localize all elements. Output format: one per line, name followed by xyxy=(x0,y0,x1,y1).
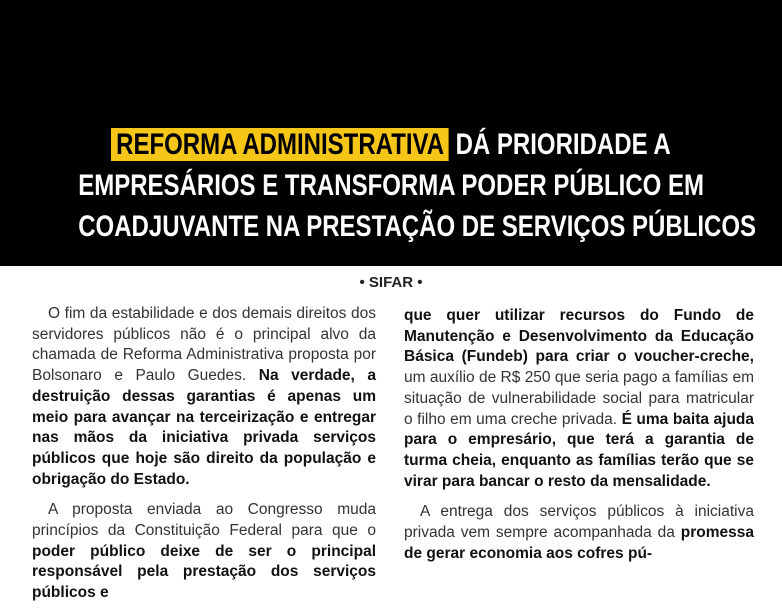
headline xyxy=(78,124,757,247)
headline-line-2: EMPRESÁRIOS E TRANSFORMA PODER PÚBLICO EM xyxy=(78,169,705,202)
paragraph-bold-text: Na verdade, a destruição dessas garantias é apenas um meio para avançar na terceirização e entregar nas mãos da iniciativa privada serviços públicos que hoje são direito da população e obrigação do Estado. xyxy=(32,367,377,488)
article-column-right xyxy=(404,306,754,574)
paragraph xyxy=(32,500,376,604)
paragraph xyxy=(404,502,754,564)
paragraph-text: O fim da estabilidade e dos demais direitos dos servidores públicos não é o principal alvo da chamada de Reforma Administrativa proposta por Bolsonaro e Paulo Guedes. xyxy=(32,305,376,385)
paragraph-bold-text: que quer utilizar recursos do Fundo de Manutenção e Desenvolvimento da Educação Básica (Fundeb) para criar o voucher-creche, xyxy=(404,307,754,366)
headline-line-1-rest: DÁ PRIORIDADE A xyxy=(455,128,671,161)
paragraph-text: A proposta enviada ao Congresso muda princípios da Constituição Federal para que o xyxy=(32,501,376,540)
paragraph-bold-text: É uma baita ajuda para o empresário, que terá a garantia de turma cheia, enquanto as famílias terão que se virar para bancar o resto da mensalidade. xyxy=(404,410,755,490)
paragraph xyxy=(404,306,754,492)
byline: • SIFAR • xyxy=(359,274,423,291)
paragraph-text: A entrega dos serviços públicos à iniciativa privada vem sempre acompanhada da xyxy=(404,503,754,542)
paragraph xyxy=(32,304,376,490)
article-column-left xyxy=(32,304,376,614)
headline-line-1 xyxy=(78,124,704,165)
paragraph-bold-text: promessa de gerar economia aos cofres pú- xyxy=(404,524,755,562)
headline-highlight: REFORMA ADMINISTRATIVA xyxy=(111,128,449,161)
paragraph-text: um auxílio de R$ 250 que seria pago a famílias em situação de vulnerabilidade social para matricular o filho em uma creche privada. xyxy=(404,369,754,428)
headline-line-3: COADJUVANTE NA PRESTAÇÃO DE SERVIÇOS PÚBLICOS xyxy=(78,210,757,243)
paragraph-bold-text: poder público deixe de ser o principal responsável pela prestação dos serviços públicos e xyxy=(32,542,376,602)
